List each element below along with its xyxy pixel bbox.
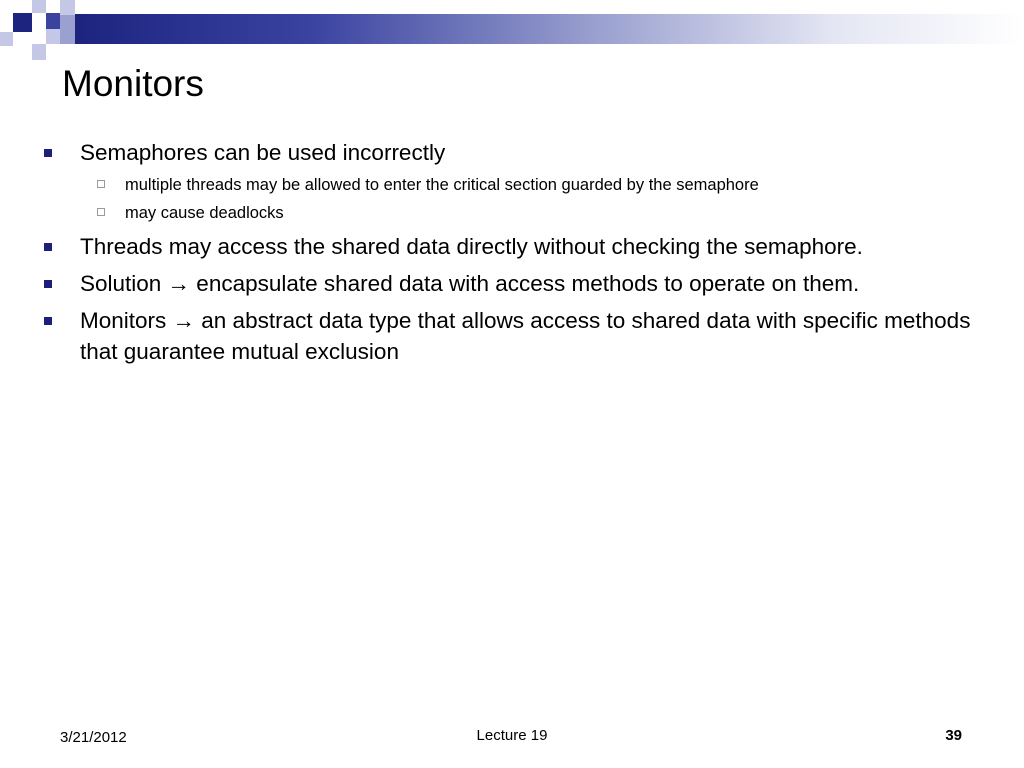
bullet-text: Monitors → an abstract data type that allows access to shared data with specific methods that guarantee mutual exclusion	[80, 308, 971, 364]
hollow-square-bullet-icon	[97, 180, 105, 188]
square-bullet-icon	[44, 149, 52, 157]
square-bullet-icon	[44, 243, 52, 251]
bullet-item	[80, 137, 1000, 168]
sub-bullet-text: multiple threads may be allowed to enter the critical section guarded by the semaphore	[125, 176, 759, 194]
bullet-text: Threads may access the shared data directly without checking the semaphore.	[80, 234, 863, 259]
page-number: 39	[945, 727, 962, 744]
sub-bullet-item	[125, 174, 985, 196]
bullet-text: Semaphores can be used incorrectly	[80, 140, 446, 165]
bullet-item	[80, 268, 1000, 299]
bullet-item	[80, 231, 1000, 262]
sub-bullet-text: may cause deadlocks	[125, 204, 284, 222]
slide-title: Monitors	[62, 63, 204, 104]
square-bullet-icon	[44, 280, 52, 288]
sub-bullet-item	[125, 202, 985, 224]
hollow-square-bullet-icon	[97, 208, 105, 216]
bullet-text: Solution → encapsulate shared data with access methods to operate on them.	[80, 271, 860, 296]
footer-lecture: Lecture 19	[476, 727, 548, 744]
square-bullet-icon	[44, 317, 52, 325]
footer-date: 3/21/2012	[60, 729, 127, 746]
bullet-item	[80, 305, 1000, 367]
